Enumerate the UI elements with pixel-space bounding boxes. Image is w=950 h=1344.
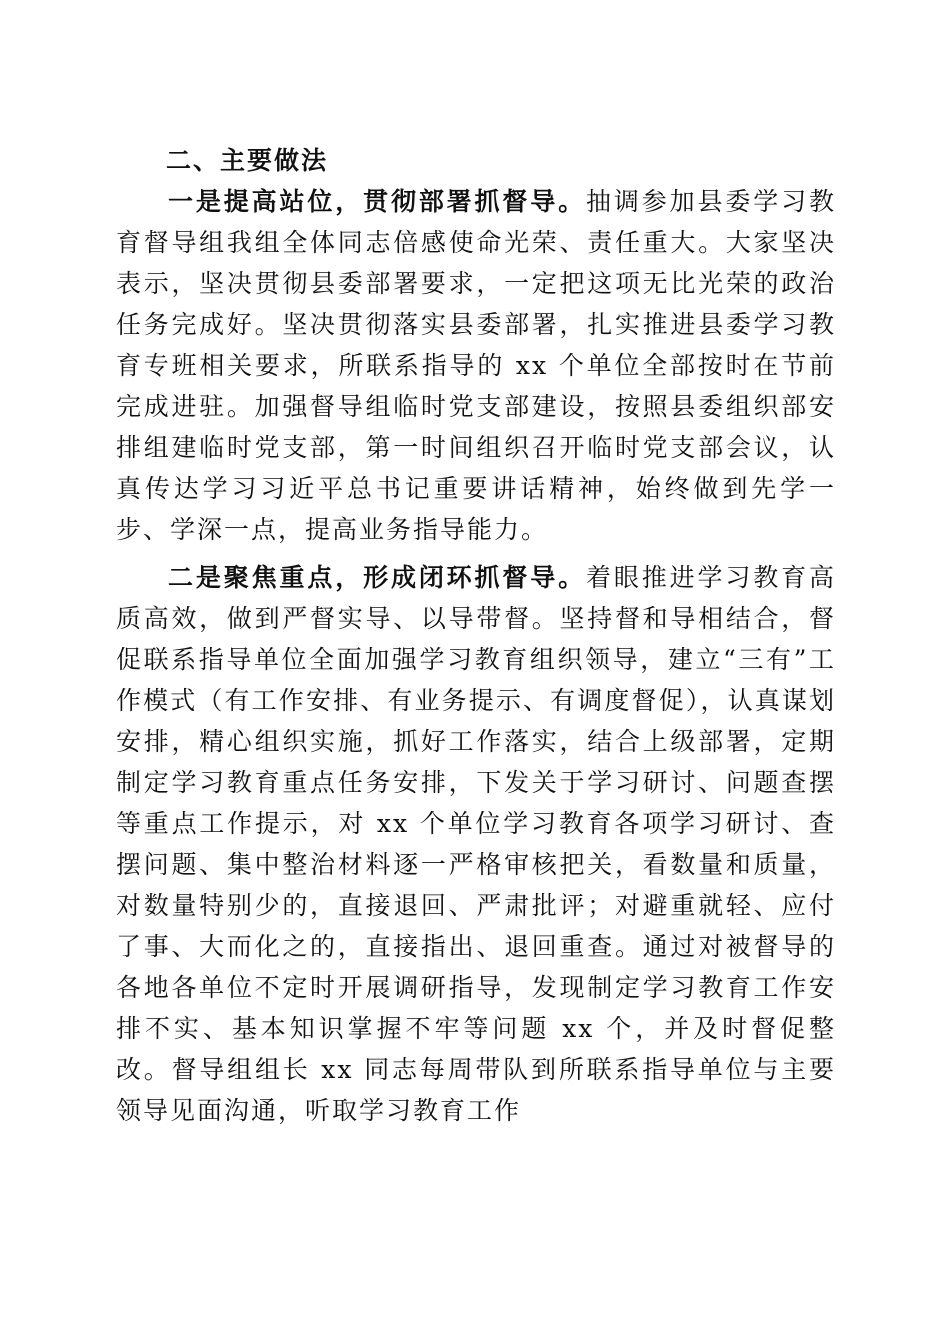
paragraph-2 [116, 557, 836, 1131]
document-body [116, 140, 836, 1131]
paragraph-1 [116, 181, 836, 550]
paragraph-1-body: 抽调参加县委学习教育督导组我组全体同志倍感使命光荣、责任重大。大家坚决表示，坚决贯彻县委部署要求，一定把这项无比光荣的政治任务完成好。坚决贯彻落实县委部署，扎实推进县委学习教育专班相关要求，所联系指导的 xx 个单位全部按时在节前完成进驻。加强督导组临时党支部建设，按照县委组织部安排组建临时党支部，第一时间组织召开临时党支部会议，认真传达学习习近平总书记重要讲话精神，始终做到先学一步、学深一点，提高业务指导能力。 [116, 187, 836, 544]
section-heading: 二、主要做法 [166, 146, 329, 175]
paragraph-1-lead: 一是提高站位，贯彻部署抓督导。 [168, 187, 587, 216]
paragraph-2-lead: 二是聚焦重点，形成闭环抓督导。 [168, 563, 587, 592]
paragraph-2-body: 着眼推进学习教育高质高效，做到严督实导、以导带督。坚持督和导相结合，督促联系指导单位全面加强学习教育组织领导，建立“三有”工作模式（有工作安排、有业务提示、有调度督促），认真谋划安排，精心组织实施，抓好工作落实，结合上级部署，定期制定学习教育重点任务安排，下发关于学习研讨、问题查摆等重点工作提示，对 xx 个单位学习教育各项学习研讨、查摆问题、集中整治材料逐一严格审核把关，看数量和质量，对数量特别少的，直接退回、严肃批评；对避重就轻、应付了事、大而化之的，直接指出、退回重查。通过对被督导的各地各单位不定时开展调研指导，发现制定学习教育工作安排不实、基本知识掌握不牢等问题 xx 个，并及时督促整改。督导组组长 xx 同志每周带队到所联系指导单位与主要领导见面沟通，听取学习教育工作 [116, 563, 836, 1125]
